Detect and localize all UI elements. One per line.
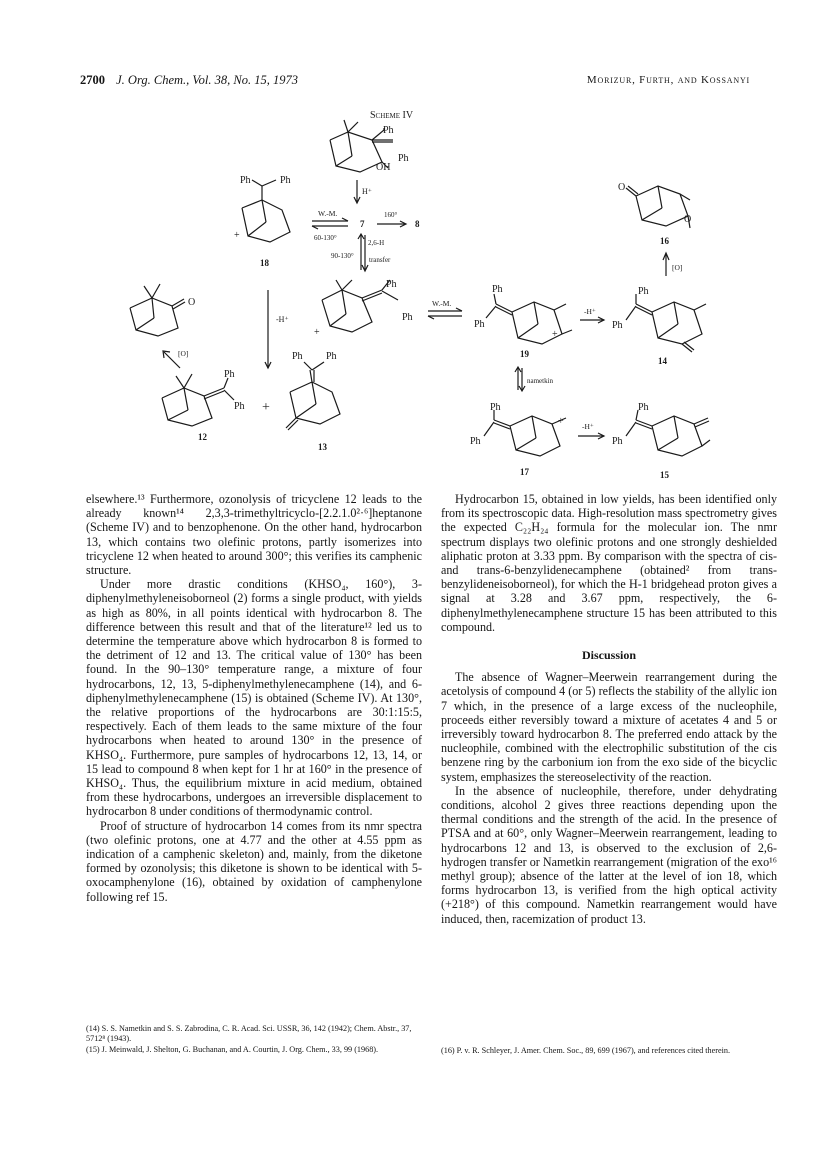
compound-label: 15 [660,470,669,480]
right-column [441,492,777,926]
paragraph: Under more drastic conditions (KHSO₄, 160°), 3-diphenylmethyleneisoborneol (2) forms a single product, with yields as high as 80%, in all points identical with hydrocarbon 8. The difference between this result and that of the literature¹² led us to determine the temperature above which hydrocarbon 8 is formed to the detriment of 12 and 13. The critical value of 130° has been found. In the 90–130° temperature range, a mixture of four hydrocarbons, 12, 13, 5-diphenylmethylenecamphene (14), and 6-diphenylmethylenecamphene (15) is obtained (Scheme IV). At 130°, the relative proportions of the hydrocarbons are 30:1:15:5, respectively. Each of them leads to the same mixture of the four hydrocarbons when heated to around 130° in the presence of KHSO₄. Furthermore, pure samples of hydrocarbons 12, 13, 14, or 15 lead to compound 8 when kept for 1 hr at 160° in the presence of KHSO₄. Thus, the equilibrium mixture in acid medium, obtained from these hydrocarbons, undergoes an irreversible displacement to hydrocarbon 8 under conditions of thermodynamic control. [86,577,422,819]
compound-label: 16 [660,236,669,246]
footnote: (15) J. Meinwald, J. Shelton, G. Buchanan, and A. Courtin, J. Org. Chem., 33, 99 (1968). [86,1045,379,1054]
ph-label: Ph [234,401,245,412]
plus-sign: + [262,400,270,415]
plus-sign: + [552,329,558,340]
oxidation-label: [O] [672,263,683,272]
nametkin-label: nametkin [527,377,554,385]
footnote: (16) P. v. R. Schleyer, J. Amer. Chem. Soc., 89, 699 (1967), and references cited therein. [441,1046,731,1055]
oxygen-label: O [618,182,626,193]
oxygen-label: O [188,297,196,308]
camphene-14-structure [612,286,706,352]
ph-label: Ph [386,279,397,290]
oxygen-label: O [684,214,692,225]
temp-range-label: 60-130° [314,234,337,242]
cation-17-structure [470,402,566,456]
footnote: (14) S. S. Nametkin and S. S. Zabrodina, C. R. Acad. Sci. USSR, 36, 142 (1942); Chem. Abstr., 37, 5712⁸ (1943). [86,1024,412,1043]
ph-label: Ph [612,436,623,447]
page-number: 2700 [80,73,105,87]
compound-label: 8 [415,219,420,229]
ph-label: Ph [224,369,235,380]
tricyclene-12-structure [162,369,245,426]
section-heading-discussion: Discussion [581,648,637,663]
compound-label: 19 [520,349,529,359]
hydride-shift-label: 2,6-H [368,239,385,247]
ph-label: Ph [292,351,303,362]
ph-label: Ph [490,402,501,413]
alcohol-structure [330,120,409,173]
oxidation-label: [O] [178,349,189,358]
tricyclic-ketone-structure [130,284,195,336]
compound-label: 18 [260,258,269,268]
reaction-scheme [0,0,832,490]
wm-label: W.-M. [432,299,452,308]
ph-label: Ph [402,312,413,323]
temp-label: 160° [384,211,398,219]
camphene-13-structure [286,351,340,430]
plus-sign: + [314,327,320,338]
paragraph: Hydrocarbon 15, obtained in low yields, has been identified only from its spectroscopic data. High-resolution mass spectrometry gives the expected C₂₂H₂₄ formula for the molecular ion. The nmr spectrum displays two olefinic protons and one strongly deshielded aliphatic proton at 3.33 ppm. By comparison with the spectra of cis- and trans-6-benzylidenecamphene (obtained² from trans-benzylideneisoborneol), for which the H-1 bridgehead proton gives a signal at 3.28 and 3.67 ppm, respectively, the 6-diphenylmethylenecamphene structure 15 has been attributed to this compound. [441,492,777,634]
cation-18-structure [234,175,291,242]
oh-label: OH [376,162,391,173]
ph-label: Ph [326,351,337,362]
deprotonation-label: -H⁺ [276,315,289,324]
allylic-cation-7-structure [314,279,413,338]
ph-label: Ph [474,319,485,330]
ph-label: Ph [280,175,291,186]
h-plus-label: H⁺ [362,187,372,196]
compound-label: 7 [360,219,365,229]
hydride-shift-label: transfer [369,256,391,264]
paragraph: In the absence of nucleophile, therefore, under dehydrating conditions, alcohol 2 gives three reactions depending upon the thermal conditions and the strength of the acid. In the presence of PTSA and at 60°, only Wagner–Meerwein rearrangement, leading to hydrocarbons 12 and 13, is observed to the exclusion of 2,6-hydrogen transfer or Nametkin rearrangement (migration of the exo¹⁶ methyl group); absence of the latter at the level of ion 18, which forms hydrocarbon 13, is verified from the high optical activity (+218°) of this compound. Nametkin rearrangement would have induced, then, racemization of product 13. [441,783,777,926]
ph-label: Ph [612,320,623,331]
compound-label: 14 [658,356,667,366]
paragraph: elsewhere.¹³ Furthermore, ozonolysis of tricyclene 12 leads to the already known¹⁴ 2,3,3-trimethyltricyclo-[2.2.1.0²·⁶]heptanone (Scheme IV) and to benzophenone. On the other hand, hydrocarbon 13, which contains two olefinic protons, partly isomerizes into tricyclene 12 when heated to around 300°; this verifies its camphenic structure. [86,492,422,578]
plus-sign: + [234,230,240,241]
left-column [86,492,422,904]
ph-label: Ph [492,284,503,295]
ph-label: Ph [383,125,394,136]
ph-label: Ph [240,175,251,186]
camphene-15-structure [612,402,710,456]
diketone-16-structure [618,182,691,228]
deprotonation-label: -H⁺ [584,307,596,316]
ph-label: Ph [398,153,409,164]
ph-label: Ph [470,436,481,447]
footnotes-right [441,1046,777,1057]
wm-label: W.-M. [318,209,338,218]
paragraph: Proof of structure of hydrocarbon 14 comes from its nmr spectra (two olefinic protons, one at 4.77 and the other at 4.55 ppm as indication of a camphenic skeleton) and, mainly, from the diketone formed by ozonolysis; this diketone is shown to be identical with 5-oxocamphenylone (16), obtained by oxidation of camphenylone following ref 15. [86,818,422,904]
temp-range-label: 90-130° [331,252,354,260]
plus-sign: + [558,416,564,427]
compound-label: 17 [520,467,529,477]
paragraph: The absence of Wagner–Meerwein rearrangement during the acetolysis of compound 4 (or 5) reflects the stability of the allylic ion 7 which, in the presence of a large excess of the nucleophile, proceeds either reversibly toward a mixture of acetates 4 and 5 or irreversibly toward hydrocarbon 8. The preferred endo attack by the nucleophile, combined with the electrophilic substitution of the cis benzene ring by the carbonium ion from the exo side of the bicyclic system, emphasizes the stereoselectivity of the reaction. [441,670,777,784]
compound-label: 12 [198,432,207,442]
ph-label: Ph [638,402,649,413]
footnotes-left [86,1024,422,1056]
journal-citation: J. Org. Chem., Vol. 38, No. 15, 1973 [116,73,298,87]
deprotonation-label: -H⁺ [582,422,594,431]
scheme-title: Scheme IV [370,110,414,121]
cation-19-structure [474,284,572,344]
ph-label: Ph [638,286,649,297]
compound-label: 13 [318,442,327,452]
running-header-authors: Morizur, Furth, and Kossanyi [586,74,750,86]
